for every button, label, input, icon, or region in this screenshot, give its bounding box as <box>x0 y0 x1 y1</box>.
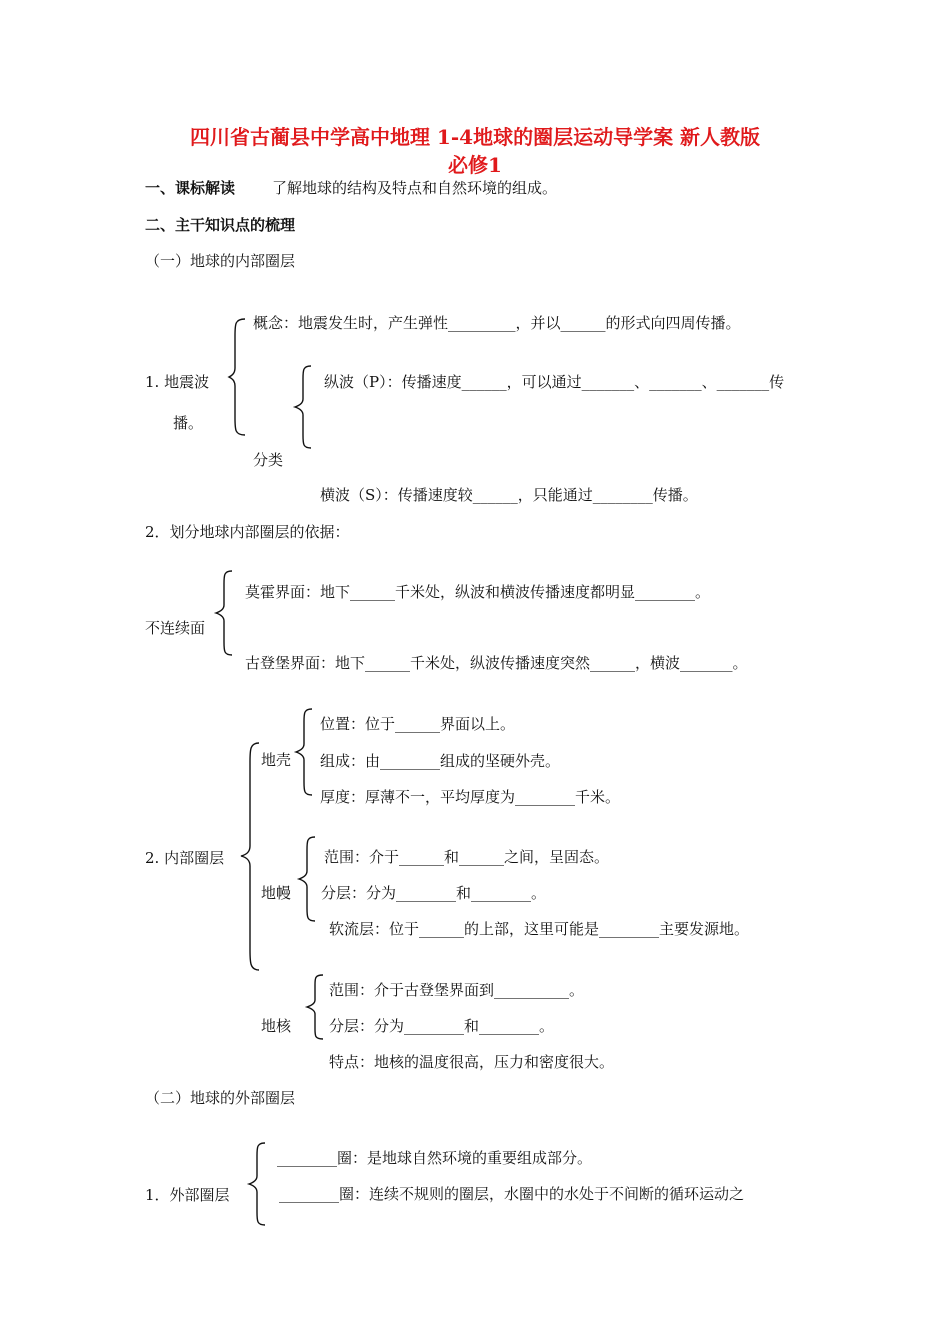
core-brace <box>306 974 326 1040</box>
seismic-wave-brace <box>228 318 248 436</box>
mantle-layers: 分层：分为________和________。 <box>321 884 547 902</box>
subsection-outer-layers: （二）地球的外部圈层 <box>145 1089 296 1107</box>
mantle-brace <box>298 836 318 922</box>
outer-layer-line2: ________圈：连续不规则的圈层，水圈中的水处于不间断的循环运动之 <box>279 1185 745 1203</box>
wave-type-brace <box>294 365 314 449</box>
crust-thickness: 厚度：厚薄不一，平均厚度为________千米。 <box>320 788 621 806</box>
p-wave-line: 纵波（P）：传播速度______，可以通过_______、_______、_______传 <box>324 373 785 391</box>
outer-layers-label: 1．外部圈层 <box>145 1186 230 1204</box>
outer-layers-brace <box>248 1142 268 1226</box>
core-label: 地核 <box>261 1017 292 1035</box>
gutenberg-line: 古登堡界面：地下______千米处，纵波传播速度突然______，横波_______。 <box>245 654 748 672</box>
core-feature: 特点：地核的温度很高，压力和密度很大。 <box>329 1053 615 1071</box>
s-wave-line: 横波（S）：传播速度较______，只能通过________传播。 <box>320 486 698 504</box>
seismic-wave-label-cont: 播。 <box>173 414 204 432</box>
core-layers: 分层：分为________和________。 <box>329 1017 555 1035</box>
asthenosphere-line: 软流层：位于______的上部，这里可能是________主要发源地。 <box>329 920 750 938</box>
inner-layers-brace <box>240 742 262 972</box>
crust-label: 地壳 <box>261 751 292 769</box>
seismic-wave-concept: 概念：地震发生时，产生弹性_________，并以______的形式向四周传播。 <box>253 314 741 332</box>
moho-line: 莫霍界面：地下______千米处，纵波和横波传播速度都明显________。 <box>245 583 711 601</box>
seismic-wave-label: 1. 地震波 <box>145 373 210 391</box>
crust-composition: 组成：由________组成的坚硬外壳。 <box>320 752 561 770</box>
document-title-line2: 必修1 <box>448 153 502 177</box>
core-range: 范围：介于古登堡界面到__________。 <box>329 981 585 999</box>
discontinuity-label: 不连续面 <box>145 619 206 637</box>
mantle-range: 范围：介于______和______之间，呈固态。 <box>324 848 610 866</box>
mantle-label: 地幔 <box>261 884 292 902</box>
classification-label: 分类 <box>253 451 284 469</box>
section1-heading: 一、课标解读 <box>145 179 236 197</box>
section1-text: 了解地球的结构及特点和自然环境的组成。 <box>272 179 558 197</box>
subsection-inner-layers: （一）地球的内部圈层 <box>145 252 296 270</box>
crust-brace <box>295 708 315 796</box>
outer-layer-line1: ________圈：是地球自然环境的重要组成部分。 <box>277 1149 593 1167</box>
section2-heading: 二、主干知识点的梳理 <box>145 216 296 234</box>
document-title-line1: 四川省古蔺县中学高中地理 1-4地球的圈层运动导学案 新人教版 <box>189 125 761 149</box>
discontinuity-brace <box>215 570 235 656</box>
basis-heading: 2．划分地球内部圈层的依据： <box>145 523 350 541</box>
inner-layers-label: 2. 内部圈层 <box>145 849 225 867</box>
crust-position: 位置：位于______界面以上。 <box>320 715 516 733</box>
